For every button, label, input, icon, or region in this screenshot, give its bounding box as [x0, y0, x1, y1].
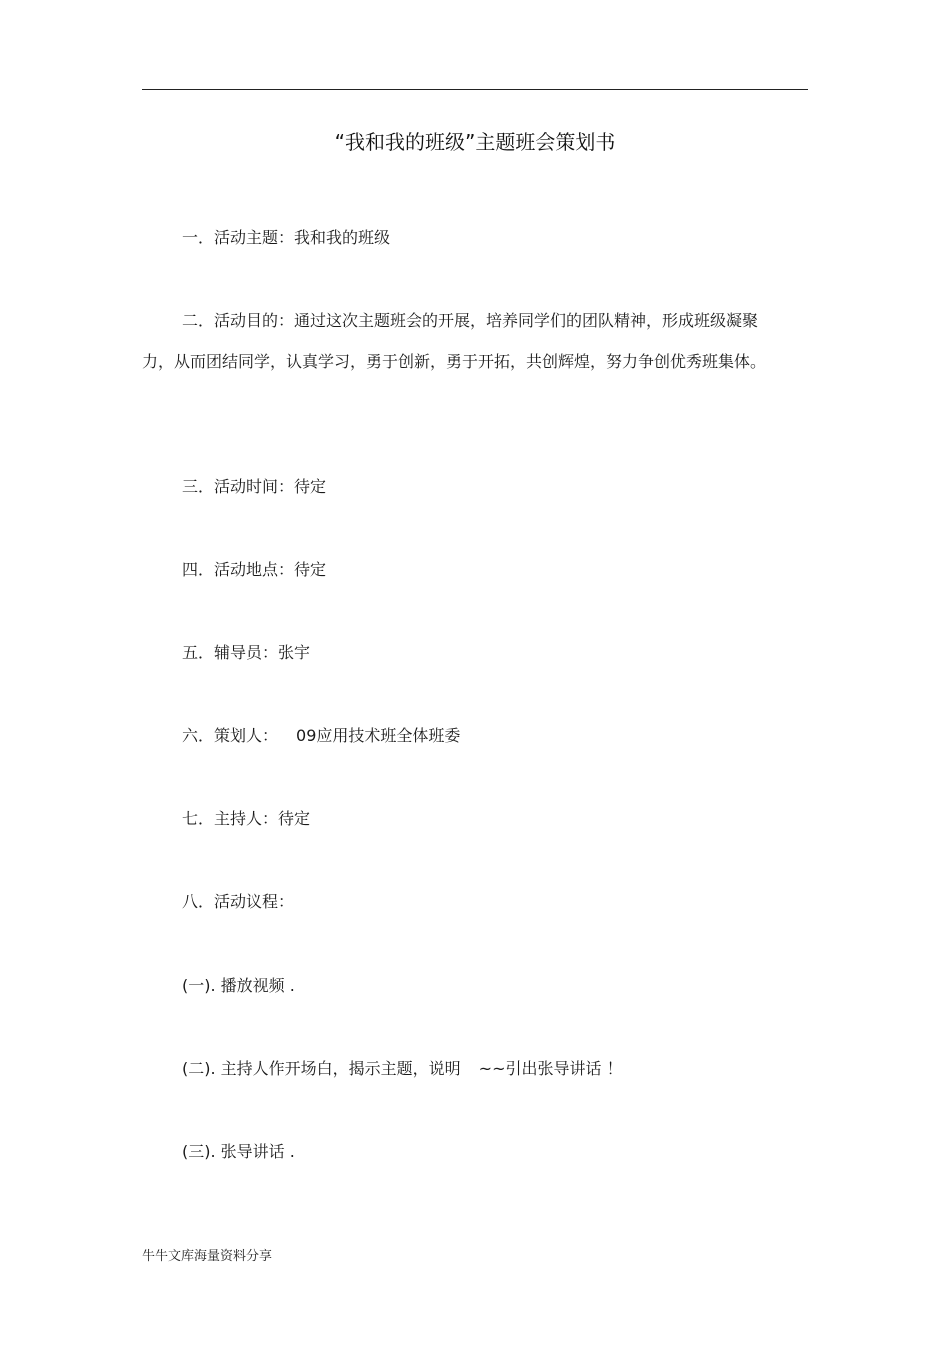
item-agenda-heading: 八．活动议程：: [182, 892, 295, 911]
item-purpose: [142, 300, 782, 382]
item-theme: 一．活动主题：我和我的班级: [182, 228, 391, 247]
item-planner-label: 六．策划人：: [182, 726, 279, 745]
agenda-item-3: (三). 张导讲话 .: [182, 1142, 295, 1161]
item-planner-value: 09应用技术班全体班委: [296, 726, 461, 745]
item-location: 四．活动地点：待定: [182, 560, 327, 579]
document-title: “我和我的班级”主题班会策划书: [334, 130, 616, 154]
agenda-item-2: [182, 1057, 623, 1081]
item-host: 七．主持人：待定: [182, 809, 311, 828]
item-purpose-text: 二．活动目的：通过这次主题班会的开展，培养同学们的团队精神，形成班级凝聚力，从而团结同学，认真学习，勇于创新，勇于开拓，共创辉煌，努力争创优秀班集体。: [142, 311, 767, 371]
item-time: 三．活动时间：待定: [182, 477, 327, 496]
footer-text: 牛牛文库海量资料分享: [142, 1249, 273, 1264]
header-rule: [142, 89, 808, 90]
item-counselor: 五．辅导员：张宇: [182, 643, 311, 662]
item-planner: [182, 724, 460, 748]
agenda-item-2-suffix: ~~引出张导讲话 ！: [478, 1059, 623, 1078]
agenda-item-2-text: (二). 主持人作开场白，揭示主题，说明: [182, 1059, 461, 1078]
agenda-item-1: (一). 播放视频 .: [182, 976, 295, 995]
